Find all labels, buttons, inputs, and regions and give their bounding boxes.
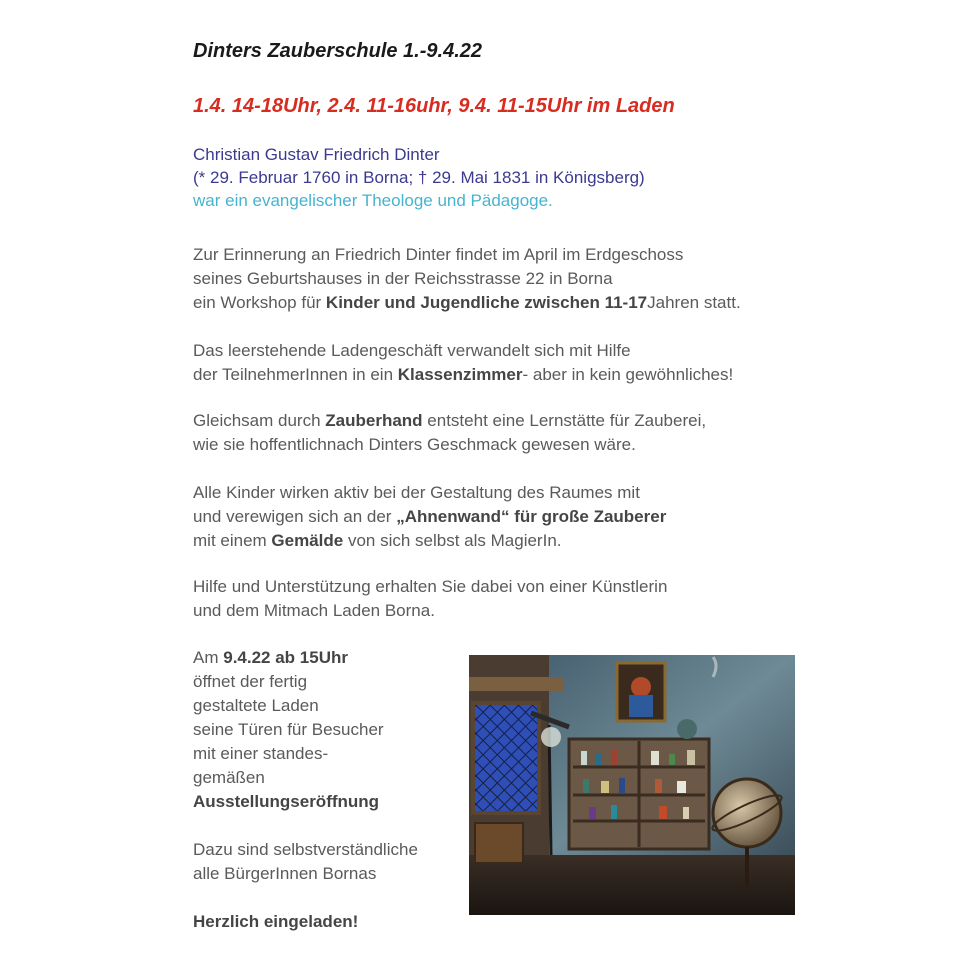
lattice-window bbox=[473, 703, 539, 813]
treasure-chest bbox=[475, 823, 523, 863]
p3-line1 bbox=[193, 409, 706, 433]
p4-line3-a: mit einem bbox=[193, 531, 272, 550]
invite-line1 bbox=[193, 646, 418, 670]
p3-line1-a: Gleichsam durch bbox=[193, 411, 326, 430]
p3-line1-c: entsteht eine Lernstätte für Zauberei, bbox=[422, 411, 707, 430]
invite-line8: Dazu sind selbstverständliche bbox=[193, 840, 418, 859]
p2-line1: Das leerstehende Ladengeschäft verwandelt sich mit Hilfe bbox=[193, 341, 631, 360]
invite-line9: alle BürgerInnen Bornas bbox=[193, 864, 377, 883]
p4-line2-a: und verewigen sich an der bbox=[193, 507, 397, 526]
p2-line2-a: der TeilnehmerInnen in ein bbox=[193, 365, 398, 384]
bio-lifespan: (* 29. Februar 1760 in Borna; † 29. Mai 1831 in Königsberg) bbox=[193, 168, 645, 187]
p4-line3-c: von sich selbst als MagierIn. bbox=[343, 531, 562, 550]
p4-line2 bbox=[193, 505, 666, 529]
paragraph-workshop bbox=[193, 243, 741, 315]
invite-line6: gemäßen bbox=[193, 768, 265, 787]
invite-date-bold: 9.4.22 ab 15Uhr bbox=[223, 648, 348, 667]
p4-line2-bold: „Ahnenwand“ für große Zauberer bbox=[396, 507, 667, 526]
bio-role: war ein evangelischer Theologe und Pädagoge. bbox=[193, 191, 553, 210]
lamp-glow bbox=[541, 727, 561, 747]
invite-line1-a: Am bbox=[193, 648, 224, 667]
p1-line3-c: Jahren statt. bbox=[647, 293, 741, 312]
magic-classroom-illustration bbox=[469, 655, 795, 915]
p5-line2: und dem Mitmach Laden Borna. bbox=[193, 601, 435, 620]
illustration-svg bbox=[469, 655, 795, 915]
globe bbox=[713, 779, 781, 847]
paragraph-magic bbox=[193, 409, 706, 457]
p1-line3-bold: Kinder und Jugendliche zwischen 11-17 bbox=[325, 293, 648, 312]
paragraph-ancestors bbox=[193, 481, 666, 553]
invite-line3: gestaltete Laden bbox=[193, 696, 319, 715]
p4-line3 bbox=[193, 529, 666, 553]
flyer-title: Dinters Zauberschule 1.-9.4.22 bbox=[193, 40, 483, 62]
spacer bbox=[193, 886, 418, 910]
paragraph-support bbox=[193, 575, 667, 623]
invitation-block bbox=[193, 646, 418, 934]
spacer bbox=[193, 814, 418, 838]
biography-block bbox=[193, 143, 645, 212]
p4-line3-bold: Gemälde bbox=[271, 531, 344, 550]
p1-line2: seines Geburtshauses in der Reichsstrasse 22 in Borna bbox=[193, 269, 613, 288]
p1-line3 bbox=[193, 291, 741, 315]
paragraph-classroom bbox=[193, 339, 733, 387]
p1-line1: Zur Erinnerung an Friedrich Dinter findet im April im Erdgeschoss bbox=[193, 245, 684, 264]
p1-line3-a: ein Workshop für bbox=[193, 293, 326, 312]
invite-line2: öffnet der fertig bbox=[193, 672, 308, 691]
portrait-figure bbox=[631, 677, 651, 697]
invite-exhibition-bold: Ausstellungseröffnung bbox=[193, 792, 380, 811]
p2-line2-c: - aber in kein gewöhnliches! bbox=[522, 365, 734, 384]
p5-line1: Hilfe und Unterstützung erhalten Sie dabei von einer Künstlerin bbox=[193, 577, 668, 596]
window-beam bbox=[469, 677, 564, 691]
invite-line5: mit einer standes- bbox=[193, 744, 329, 763]
portrait-robe bbox=[629, 695, 653, 717]
jar-on-cabinet bbox=[677, 719, 697, 739]
p3-line1-bold: Zauberhand bbox=[325, 411, 423, 430]
p2-line2 bbox=[193, 363, 733, 387]
invite-line4: seine Türen für Besucher bbox=[193, 720, 384, 739]
bio-name: Christian Gustav Friedrich Dinter bbox=[193, 145, 440, 164]
invite-welcome-bold: Herzlich eingeladen! bbox=[193, 912, 359, 931]
p3-line2: wie sie hoffentlichnach Dinters Geschmack gewesen wäre. bbox=[193, 435, 636, 454]
p4-line1: Alle Kinder wirken aktiv bei der Gestaltung des Raumes mit bbox=[193, 483, 640, 502]
p2-line2-bold: Klassenzimmer bbox=[397, 365, 523, 384]
event-dates: 1.4. 14-18Uhr, 2.4. 11-16uhr, 9.4. 11-15Uhr im Laden bbox=[193, 95, 675, 117]
